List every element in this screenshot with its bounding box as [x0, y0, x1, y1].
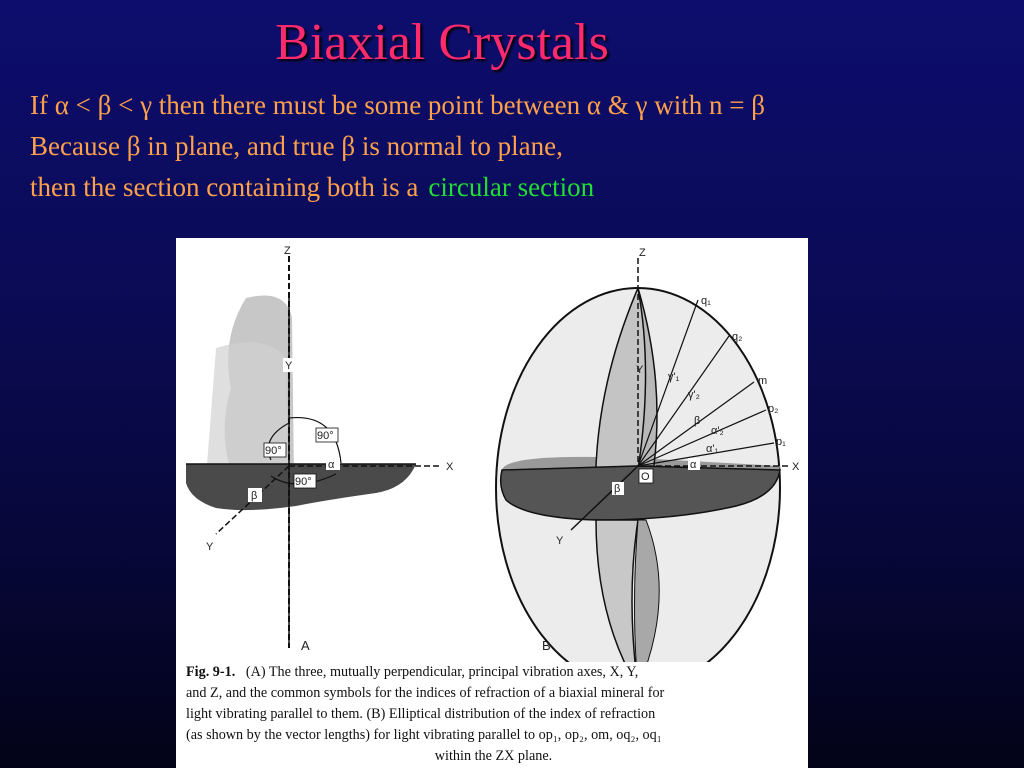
text-line-1: If α < β < γ then there must be some point between α & γ with n = β	[30, 90, 765, 120]
slide-title: Biaxial Crystals	[275, 14, 609, 71]
panel-b-axis-y-lower: Y	[556, 535, 564, 547]
panel-a-alpha: α	[328, 459, 335, 471]
vector-p2: p₂	[768, 403, 779, 415]
caption-line-5: within the ZX plane.	[434, 748, 553, 764]
caption-line-1: (A) The three, mutually perpendicular, principal vibration axes, X, Y,	[245, 664, 639, 680]
panel-a-axis-z: Z	[284, 245, 291, 257]
circular-section-highlight: circular section	[428, 172, 595, 202]
panel-b-axis-x: X	[792, 461, 800, 473]
panel-a-angle-2: 90°	[265, 445, 282, 457]
panel-b-axis-y: Y	[636, 364, 644, 376]
panel-a-axis-y-upper: Y	[285, 360, 293, 372]
text-line-3-prefix: then the section containing both is a	[30, 172, 419, 202]
caption-line-4: (as shown by the vector lengths) for light vibrating parallel to op₁, op₂, om, oq₂, oq₁	[186, 727, 662, 743]
greek-beta-vector: β	[694, 415, 701, 427]
caption-fig-label: Fig. 9-1.	[186, 664, 236, 680]
panel-a	[186, 245, 454, 653]
vector-m: m	[758, 375, 768, 387]
figure-caption	[186, 662, 801, 767]
panel-b-axis-z: Z	[639, 247, 646, 259]
greek-gamma1: γ'₁	[668, 371, 680, 383]
panel-a-label: A	[301, 638, 310, 653]
greek-gamma2: γ'₂	[688, 389, 700, 401]
text-line-2: Because β in plane, and true β is normal to plane,	[30, 131, 563, 161]
panel-b-origin: O	[641, 471, 650, 483]
figure-diagram	[176, 238, 808, 662]
caption-line-3: light vibrating parallel to them. (B) Elliptical distribution of the index of refraction	[186, 706, 656, 722]
greek-beta-origin: β	[614, 483, 621, 495]
panel-b	[496, 247, 800, 662]
vector-q2: q₂	[732, 331, 743, 343]
panel-a-angle-3: 90°	[295, 476, 312, 488]
vector-p1: p₁	[776, 436, 786, 448]
greek-alpha2: α'₂	[711, 425, 724, 437]
panel-a-beta: β	[251, 490, 258, 502]
panel-a-axis-x: X	[446, 461, 454, 473]
vector-q1: q₁	[701, 295, 711, 307]
greek-alpha: α	[690, 459, 697, 471]
caption-line-2: and Z, and the common symbols for the indices of refraction of a biaxial mineral for	[186, 685, 665, 701]
figure-9-1	[176, 238, 808, 768]
panel-a-angle-1: 90°	[317, 430, 334, 442]
panel-a-axis-y-lower: Y	[206, 541, 214, 553]
greek-alpha1: α'₁	[706, 443, 719, 455]
text-line-3	[30, 171, 594, 203]
panel-b-label: B	[542, 638, 551, 653]
